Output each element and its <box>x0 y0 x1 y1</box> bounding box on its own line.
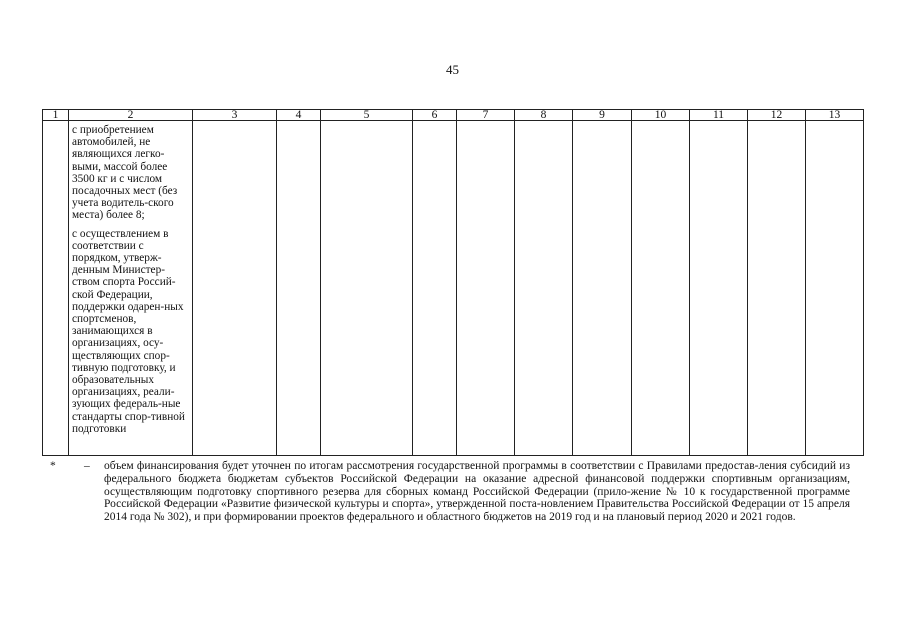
cell-paragraph: с осуществлением в соответствии с порядком, утверж-денным Министер-ством спорта Россий-ской Федерации, поддержки одарен-ных спортсменов, занимающихся в организациях, осу-ществляющих спор-тивную подготовку, и образовательных организациях, реали-зующих федераль-ные стандарты спор-тивной подготовки <box>72 227 185 435</box>
column-header: 1 <box>43 110 69 121</box>
table-cell <box>457 121 515 456</box>
table-cell <box>806 121 864 456</box>
column-header: 12 <box>748 110 806 121</box>
footnote-dash: – <box>84 460 90 472</box>
table-cell <box>43 121 69 456</box>
column-header: 9 <box>573 110 632 121</box>
footnote <box>50 460 850 524</box>
column-header: 8 <box>515 110 573 121</box>
column-header: 10 <box>632 110 690 121</box>
table-cell <box>690 121 748 456</box>
data-table <box>42 109 864 456</box>
cell-paragraph: с приобретением автомобилей, не являющихся легко-выми, массой более 3500 кг и с числом посадочных мест (без учета водитель-ского места) более 8; <box>72 124 178 222</box>
table-cell-description <box>69 121 193 456</box>
column-header: 5 <box>321 110 413 121</box>
column-header: 6 <box>413 110 457 121</box>
table-cell <box>193 121 277 456</box>
table-cell <box>321 121 413 456</box>
table-cell <box>573 121 632 456</box>
column-header: 4 <box>277 110 321 121</box>
table-row <box>43 121 864 456</box>
table-cell <box>748 121 806 456</box>
column-header: 11 <box>690 110 748 121</box>
table-cell <box>515 121 573 456</box>
table-cell <box>632 121 690 456</box>
column-number-row <box>43 110 864 121</box>
footnote-marker: * <box>50 460 56 472</box>
column-header: 7 <box>457 110 515 121</box>
column-header: 13 <box>806 110 864 121</box>
page-number: 45 <box>446 62 459 77</box>
column-header: 3 <box>193 110 277 121</box>
table-cell <box>413 121 457 456</box>
column-header: 2 <box>69 110 193 121</box>
footnote-text: объем финансирования будет уточнен по итогам рассмотрения государственной программы в соответствии с Правилами предостав-ления субсидий из федерального бюджета бюджетам субъектов Российской Федерации на оказание адресной финансовой поддержки спортивным организациям, осуществляющим подготовку спортивного резерва для сборных команд Российской Федерации (прило-жение № 10 к государственной программе Российской Федерации «Развитие физической культуры и спорта», утвержденной поста-новлением Правительства Российской Федерации от 15 апреля 2014 года № 302), и при формировании проектов федерального и областного бюджетов на 2019 год и на плановый период 2020 и 2021 годов. <box>104 460 850 524</box>
table-cell <box>277 121 321 456</box>
